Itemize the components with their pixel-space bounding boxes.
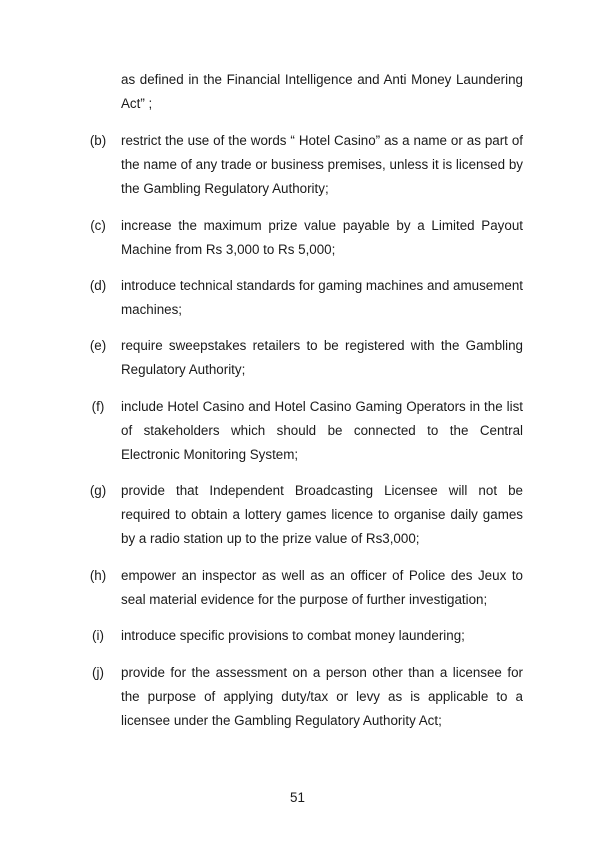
page-number: 51 (290, 790, 305, 805)
list-item-letter: (d) (89, 278, 107, 293)
list-item-letter: (i) (92, 628, 104, 643)
list-item-text: introduce specific provisions to combat money laundering; (121, 628, 465, 643)
list-item-text: require sweepstakes retailers to be registered with the Gambling Regulatory Authority; (121, 338, 523, 377)
list-item-text: provide that Independent Broadcasting Licensee will not be required to obtain a lottery games licence to organise daily games by a radio station up to the prize value of Rs3,000; (121, 483, 523, 546)
list-item-text: empower an inspector as well as an officer of Police des Jeux to seal material evidence for the purpose of further investigation; (121, 568, 523, 607)
list-item-letter: (g) (89, 483, 107, 498)
list-item-letter: (f) (91, 399, 105, 414)
list-item-text: as defined in the Financial Intelligence and Anti Money Laundering Act” ; (121, 72, 523, 111)
list-item-letter: (h) (89, 568, 107, 583)
list-item-letter: (j) (92, 665, 104, 680)
list-item-letter: (b) (89, 133, 107, 148)
list-item-text: restrict the use of the words “ Hotel Casino” as a name or as part of the name of any trade or business premises, unless it is licensed by the Gambling Regulatory Authority; (121, 133, 523, 196)
list-item-letter: (c) (90, 218, 106, 233)
list-item-text: include Hotel Casino and Hotel Casino Gaming Operators in the list of stakeholders which should be connected to the Central Electronic Monitoring System; (121, 399, 523, 462)
list-item-text: introduce technical standards for gaming machines and amusement machines; (121, 278, 523, 317)
list-item-text: increase the maximum prize value payable by a Limited Payout Machine from Rs 3,000 to Rs 5,000; (121, 218, 523, 257)
list-item-text: provide for the assessment on a person other than a licensee for the purpose of applying duty/tax or levy as is applicable to a licensee under the Gambling Regulatory Authority Act; (121, 665, 523, 728)
list-item-letter: (e) (89, 338, 107, 353)
